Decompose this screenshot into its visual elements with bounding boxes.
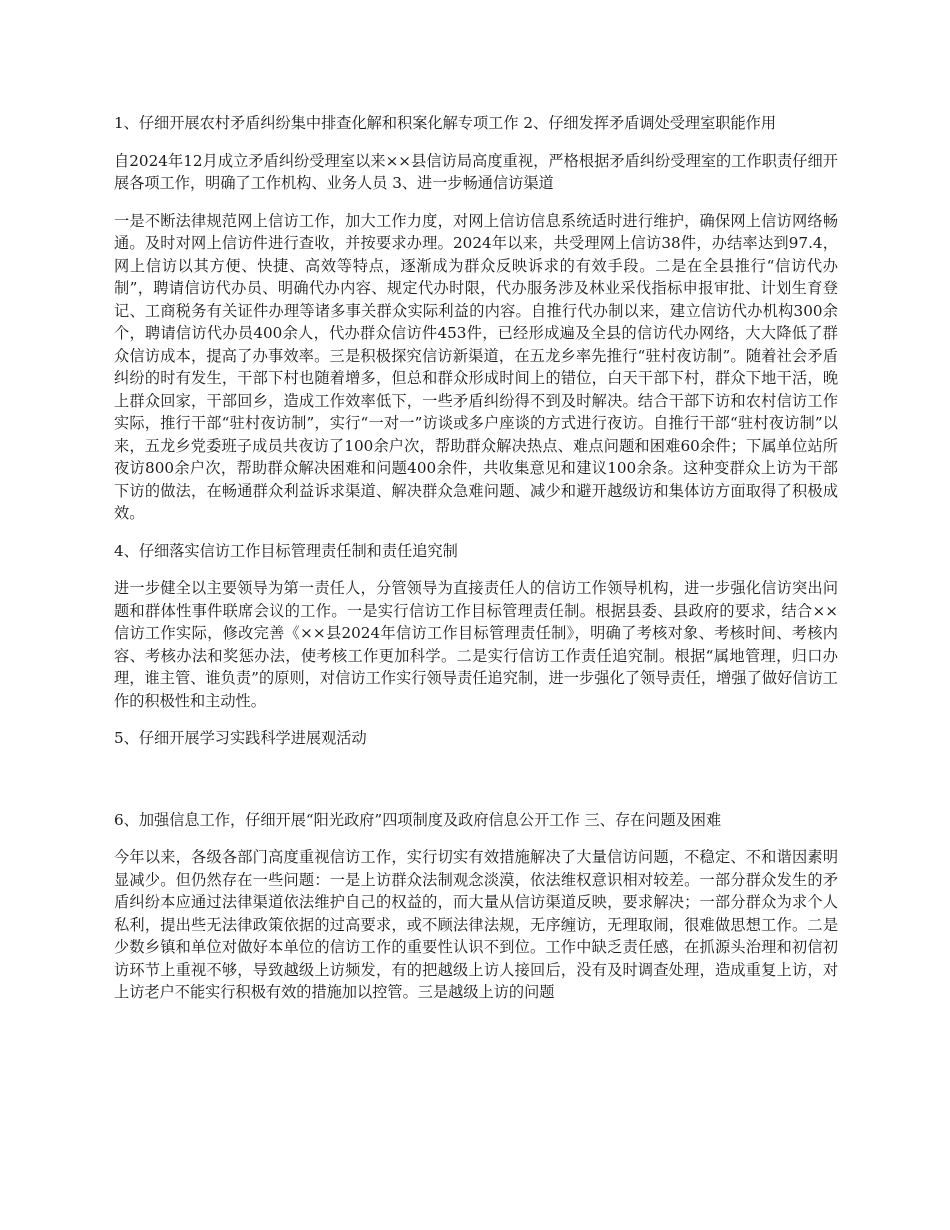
paragraph-responsibility-system: 进一步健全以主要领导为第一责任人，分管领导为直接责任人的信访工作领导机构，进一步强化信访突出问题和群体性事件联席会议的工作。一是实行信访工作目标管理责任制。根据县委、县政府的要求，结合××信访工作实际，修改完善《××县2024年信访工作目标管理责任制》，明确了考核对象、考核时间、考核内容、考核办法和奖惩办法，使考核工作更加科学。二是实行信访工作责任追究制。根据“属地管理，归口办理，谁主管、谁负责”的原则，对信访工作实行领导责任追究制，进一步强化了领导责任，增强了做好信访工作的积极性和主动性。 <box>114 579 838 710</box>
paragraph-problems: 今年以来，各级各部门高度重视信访工作，实行切实有效措施解决了大量信访问题，不稳定、不和谐因素明显减少。但仍然存在一些问题：一是上访群众法制观念淡漠，依法维权意识相对较差。一部分群众发生的矛盾纠纷本应通过法律渠道依法维护自己的权益的，而大量从信访渠道反映，要求解决；一部分群众为求个人私利，提出些无法律政策依据的过高要求，或不顾法律法规，无序缠访，无理取闹，很难做思想工作。二是少数乡镇和单位对做好本单位的信访工作的重要性认识不到位。工作中缺乏责任感，在抓源头治理和初信初访环节上重视不够，导致越级上访频发，有的把越级上访人接回后，没有及时调查处理，造成重复上访，对上访老户不能实行积极有效的措施加以控管。三是越级上访的问题 <box>114 848 838 1001</box>
paragraph-section-1-2: 1、仔细开展农村矛盾纠纷集中排查化解和积案化解专项工作 2、仔细发挥矛盾调处受理室职能作用 <box>114 114 777 132</box>
paragraph-complaint-office: 自2024年12月成立矛盾纠纷受理室以来××县信访局高度重视，严格根据矛盾纠纷受理室的工作职责仔细开展各项工作，明确了工作机构、业务人员 3、进一步畅通信访渠道 <box>114 151 838 192</box>
heading-section-4: 4、仔细落实信访工作目标管理责任制和责任追究制 <box>114 541 458 560</box>
document-body <box>114 112 838 1019</box>
paragraph-petition-channels: 一是不断法律规范网上信访工作，加大工作力度，对网上信访信息系统适时进行维护，确保网上信访网络畅通。及时对网上信访件进行查收，并按要求办理。2024年以来，共受理网上信访38件，办结率达到97.4，网上信访以其方便、快捷、高效等特点，逐渐成为群众反映诉求的有效手段。二是在全县推行“信访代办制”，聘请信访代办员、明确代办内容、规定代办时限，代办服务涉及林业采伐指标申报审批、计划生育登记、工商税务有关证件办理等诸多事关群众实际利益的内容。自推行代办制以来，建立信访代办机构300余个，聘请信访代办员400余人，代办群众信访件453件，已经形成遍及全县的信访代办网络，大大降低了群众信访成本，提高了办事效率。三是积极探究信访新渠道，在五龙乡率先推行“驻村夜访制”。随着社会矛盾纠纷的时有发生，干部下村也随着增多，但总和群众形成时间上的错位，白天干部下村，群众下地干活，晚上群众回家，干部回乡，造成工作效率低下，一些矛盾纠纷得不到及时解决。结合干部下访和农村信访工作实际，推行干部“驻村夜访制”，实行“一对一”访谈或多户座谈的方式进行夜访。自推行干部“驻村夜访制”以来，五龙乡党委班子成员共夜访了100余户次，帮助群众解决热点、难点问题和困难60余件；下属单位站所夜访800余户次，帮助群众解决困难和问题400余件，共收集意见和建议100余条。这种变群众上访为干部下访的做法，在畅通群众利益诉求渠道、解决群众急难问题、减少和避开越级访和集体访方面取得了积极成效。 <box>114 211 838 522</box>
heading-section-6: 6、加强信息工作，仔细开展“阳光政府”四项制度及政府信息公开工作 三、存在问题及困难 <box>114 810 722 829</box>
heading-section-5: 5、仔细开展学习实践科学进展观活动 <box>114 729 367 747</box>
